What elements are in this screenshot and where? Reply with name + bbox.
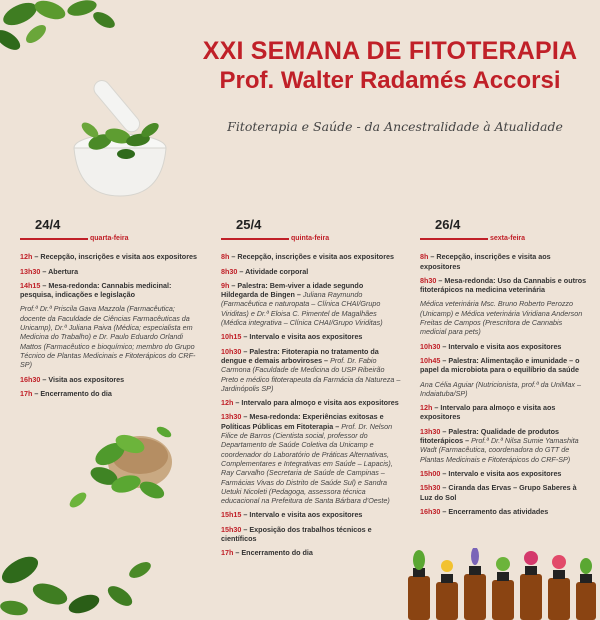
schedule-time: 15h15 [221,510,242,520]
schedule-text: – Recepção, inscrições e visita aos expositores [420,252,551,271]
schedule-detail: Prof.ª Dr.ª Priscila Gava Mazzola (Farmacêutica; docente da Faculdade de Ciências Farmacêuticas da Unicamp), Dr.ª Juliana Paiva (Médica; especialista em Medicina do Trabalho) e Dr. Paulo Eduardo Orlandi Mattos (Farmacêutico e bioquímico; membro do Grupo Técnico de Plantas Medicinais e Fitoterápicos do CRF-SP) [20,304,196,370]
schedule-text: – Encerramento do dia [32,388,112,398]
schedule-time: 9h [221,280,230,290]
schedule-time: 17h [20,388,33,398]
schedule-time: 8h30 [420,275,437,285]
schedule-time: 16h30 [20,374,41,384]
schedule-item [221,398,401,407]
schedule-item [221,525,401,544]
schedule-text: – Abertura [40,266,79,276]
day-date: 25/4 [236,217,262,232]
day-weekday: sexta-feira [490,235,526,242]
schedule-time: 10h15 [221,332,242,342]
schedule-text: – Encerramento das atividades [440,506,549,516]
schedule-time: 10h30 [221,346,242,356]
schedule-text: – Palestra: Bem-viver a idade segundo Hildegarda de Bingen – [221,280,364,300]
schedule-time: 8h [420,252,429,262]
schedule-text: – Atividade corporal [237,266,309,276]
schedule-text: – Encerramento do dia [233,548,313,558]
schedule-text: – Palestra: Alimentação e imunidade – o papel da microbiota para o equilíbrio da saúde [420,355,580,375]
schedule-time: 15h30 [420,483,441,493]
day-weekday: quarta-feira [90,235,129,242]
leaves-bottom-left-illustration [0,530,160,620]
mint-bowl-illustration [60,410,190,520]
schedule-text: – Palestra: Fitoterapia no tratamento da dengue e demais arboviroses – [221,346,379,365]
schedule-detail: Prof. Dr. Nelson Filice de Barros (Cientista social, professor do Departamento de Saúde Coletiva da Unicamp e coordenador do Laboratório de Práticas Alternativas, Complementares e Integrativas em Saúde – Lapacis), Ray Carvalho (Secretaria de Saúde de Campinas – Farmácias Vivas do Distrito de Saúde Sul) e Sandra Uetuki Nicoleti (Pedagoga, assessora técnica educacional na Prefeitura de Santa Bárbara d'Oeste) [221,421,393,506]
schedule-text: – Palestra: Qualidade de produtos fitoterápicos – [420,426,560,446]
accent-divider [20,238,88,240]
schedule-text: – Mesa-redonda: Uso da Cannabis e outros fitoterápicos na medicina veterinária [420,275,587,295]
schedule-text: – Ciranda das Ervas – Grupo Saberes à Luz do Sol [420,483,577,502]
accent-divider [221,238,289,240]
day-date: 26/4 [435,217,461,232]
schedule-item [420,342,588,351]
schedule-time: 10h45 [420,355,441,365]
schedule-text: – Intervalo e visita aos expositores [241,332,363,342]
schedule-item [221,412,401,505]
schedule-text: – Intervalo e visita aos expositores [440,341,562,351]
schedule-text: – Intervalo para almoço e visita aos expositores [420,403,556,422]
schedule-detail: Ana Célia Aguiar (Nutricionista, prof.ª da UniMax – Indaiatuba/SP) [420,379,581,398]
schedule-text: – Exposição dos trabalhos técnicos e científicos [221,524,372,544]
schedule-item [20,389,200,398]
day-header-line [221,234,401,243]
schedule-detail: Prof. Dr. Fabio Carmona (Faculdade de Medicina do USP Ribeirão Preto e médico fitoterapeuta da Farmácia da Natureza – Jardinópolis SP) [221,355,401,393]
schedule-item [420,483,588,502]
schedule-time: 12h [420,403,433,413]
leaves-top-left-illustration [0,0,130,80]
schedule-item [420,403,588,422]
schedule-item [20,375,200,384]
event-title [190,36,590,96]
schedule-text: – Mesa-redonda: Experiências exitosas e Políticas Públicas em Fitoterapia – [221,412,384,431]
schedule-time: 8h30 [221,266,238,276]
day-column-24-4 [20,218,200,403]
day-header-line [420,234,588,243]
schedule-time: 12h [20,252,33,262]
schedule-item [20,304,200,369]
schedule-item [420,356,588,375]
schedule-time: 8h [221,252,230,262]
schedule-item [221,548,401,557]
schedule-detail: Médica veterinária Msc. Bruno Roberto Perozzo (Unicamp) e Médica veterinária Viridiana Anderson Freitas de Campos (Prescritora de Cannabis medicial para pets) [420,299,583,337]
day-header-line [20,234,200,243]
mortar-pestle-illustration [60,70,180,200]
schedule-time: 15h00 [420,468,441,478]
schedule-item [20,267,200,276]
schedule-item [221,347,401,393]
schedule-item [420,427,588,464]
schedule-detail: Juliana Raymundo (Farmacêutica e naturopata – Clínica CHAI/Grupo Viriditas) e Dr.ª Eloisa C. Pimentel de Magalhães (Médica integrativa – Clínica CHAI/Grupo Viriditas) [221,290,383,328]
schedule-text: – Intervalo e visita aos expositores [241,510,363,520]
day-weekday: quinta-feira [291,235,330,242]
day-date: 24/4 [35,217,61,232]
schedule-item [420,276,588,295]
schedule-text: – Mesa-redonda: Cannabis medicinal: pesquisa, indicações e legislação [20,280,172,300]
day-column-25-4 [221,218,401,563]
schedule-item [221,252,401,261]
schedule-item [221,267,401,276]
schedule-item [420,469,588,478]
schedule-time: 16h30 [420,506,441,516]
schedule-item [221,510,401,519]
schedule-time: 12h [221,398,234,408]
schedule-item [221,281,401,327]
schedule-time: 14h15 [20,280,41,290]
event-subtitle: Fitoterapia e Saúde - da Ancestralidade à Atualidade [227,119,563,134]
schedule-item [221,332,401,341]
schedule-time: 13h30 [20,266,41,276]
title-line-1: XXI SEMANA DE FITOTERAPIA [202,37,578,65]
schedule-time: 10h30 [420,341,441,351]
day-column-26-4 [420,218,588,521]
tincture-bottles-illustration [400,548,600,620]
schedule-time: 13h30 [420,426,441,436]
title-line-2: Prof. Walter Radamés Accorsi [219,67,561,94]
schedule-item [420,299,588,336]
schedule-detail: Prof.ª Dr.ª Nilsa Sumie Yamashita Wadt (Farmacêutica, coordenadora do GTT de Plantas Medicinais e Fitoterápicos do CRF-SP) [420,436,579,464]
schedule-time: 15h30 [221,524,242,534]
schedule-text: – Recepção, inscrições e visita aos expositores [32,252,197,262]
schedule-time: 17h [221,548,234,558]
schedule-text: – Intervalo e visita aos expositores [440,468,562,478]
schedule-text: – Intervalo para almoço e visita aos expositores [233,398,399,408]
schedule-text: – Recepção, inscrições e visita aos expositores [229,252,394,262]
schedule-text: – Visita aos expositores [40,374,125,384]
schedule-time: 13h30 [221,412,242,422]
schedule-item [420,252,588,271]
schedule-item [20,281,200,300]
schedule-item [20,252,200,261]
schedule-item [420,380,588,399]
schedule-item [420,507,588,516]
accent-divider [420,238,488,240]
